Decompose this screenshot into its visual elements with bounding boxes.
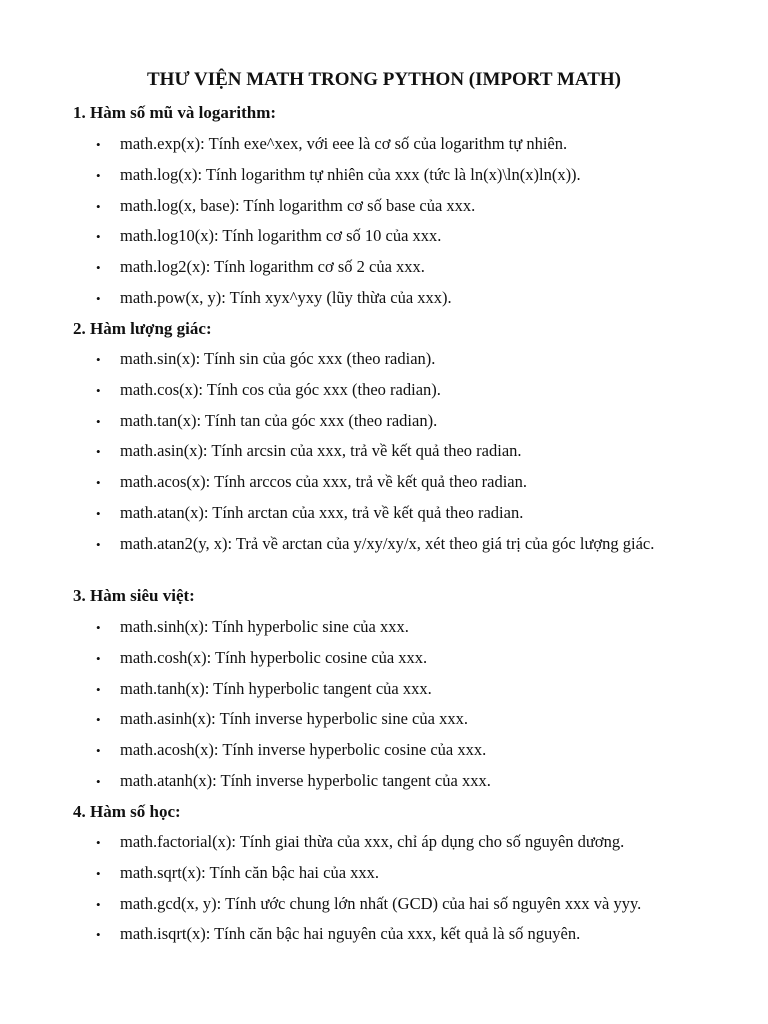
list-item: • math.atan(x): Tính arctan của xxx, trả về kết quả theo radian. [0,503,768,523]
section-heading-hyperbolic: 3. Hàm siêu việt: [73,586,195,605]
list-item: • math.sinh(x): Tính hyperbolic sine của xxx. [0,617,768,637]
section-heading-exp-log: 1. Hàm số mũ và logarithm: [73,103,277,122]
document-title: THƯ VIỆN MATH TRONG PYTHON (IMPORT MATH) [147,69,621,90]
list-item: • math.log(x): Tính logarithm tự nhiên của xxx (tức là ln(x)\ln(x)ln(x)). [0,165,768,185]
section-list-arithmetic [0,832,768,944]
list-item: • math.log2(x): Tính logarithm cơ số 2 của xxx. [0,257,768,277]
list-item: • math.log10(x): Tính logarithm cơ số 10 của xxx. [0,226,768,246]
list-item: • math.gcd(x, y): Tính ước chung lớn nhất (GCD) của hai số nguyên xxx và yyy. [0,894,768,914]
list-item: • math.tanh(x): Tính hyperbolic tangent của xxx. [0,679,768,699]
section-list-exp-log [0,134,768,308]
list-item: • math.log(x, base): Tính logarithm cơ số base của xxx. [0,196,768,216]
list-item: • math.atanh(x): Tính inverse hyperbolic tangent của xxx. [0,771,768,791]
list-item: • math.factorial(x): Tính giai thừa của xxx, chỉ áp dụng cho số nguyên dương. [0,832,768,852]
list-item: • math.acosh(x): Tính inverse hyperbolic cosine của xxx. [0,740,768,760]
section-heading-arithmetic: 4. Hàm số học: [73,802,181,821]
list-item: • math.pow(x, y): Tính xyx^yxy (lũy thừa của xxx). [0,288,768,308]
section-heading-trig: 2. Hàm lượng giác: [73,319,212,338]
list-item: • math.cos(x): Tính cos của góc xxx (theo radian). [0,380,768,400]
list-item: • math.exp(x): Tính exe^xex, với eee là cơ số của logarithm tự nhiên. [0,134,768,154]
section-list-trig [0,349,768,554]
list-item: • math.acos(x): Tính arccos của xxx, trả về kết quả theo radian. [0,472,768,492]
list-item: • math.isqrt(x): Tính căn bậc hai nguyên của xxx, kết quả là số nguyên. [0,924,768,944]
list-item: • math.cosh(x): Tính hyperbolic cosine của xxx. [0,648,768,668]
list-item: • math.sin(x): Tính sin của góc xxx (theo radian). [0,349,768,369]
list-item: • math.asinh(x): Tính inverse hyperbolic sine của xxx. [0,709,768,729]
list-item: • math.sqrt(x): Tính căn bậc hai của xxx. [0,863,768,883]
list-item: • math.asin(x): Tính arcsin của xxx, trả về kết quả theo radian. [0,441,768,461]
list-item: • math.atan2(y, x): Trả về arctan của y/xy/xy/x, xét theo giá trị của góc lượng giác. [0,534,768,554]
section-list-hyperbolic [0,617,768,791]
list-item: • math.tan(x): Tính tan của góc xxx (theo radian). [0,411,768,431]
